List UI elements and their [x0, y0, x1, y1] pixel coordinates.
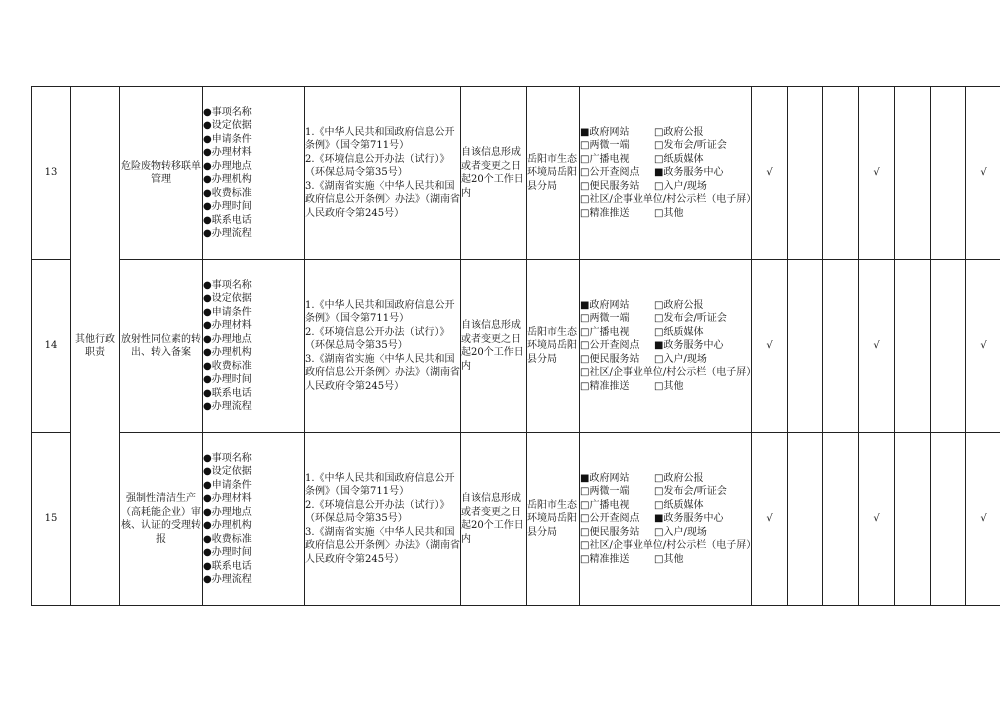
unchecked-box-icon: □: [654, 486, 664, 498]
channel-option: [654, 326, 744, 340]
disclosure-table: [31, 86, 1000, 606]
flag-cell: [931, 433, 966, 606]
basis-item: 3.《湖南省实施〈中华人民共和国政府信息公开条例〉办法》（湖南省人民政府令第245号）: [305, 180, 460, 219]
item-name: 强制性清洁生产（高耗能企业）审核、认证的受理转报: [120, 433, 203, 606]
content-item-label: 事项名称: [211, 106, 252, 118]
content-item-label: 办理时间: [211, 374, 252, 385]
channel-option: [580, 339, 654, 353]
unchecked-box-icon: □: [654, 207, 664, 219]
channel-cell: [580, 87, 757, 260]
flag-cell: [788, 433, 823, 606]
channel-option-label: 精准推送: [589, 207, 630, 219]
unchecked-box-icon: □: [580, 313, 590, 325]
bullet-icon: ●: [203, 533, 212, 545]
content-item: [203, 160, 304, 174]
row-number: 14: [32, 260, 71, 433]
channel-option-label: 纸质媒体: [663, 326, 704, 338]
bullet-icon: ●: [203, 306, 212, 318]
unchecked-box-icon: □: [654, 499, 664, 511]
channel-option-label: 入户/现场: [663, 353, 707, 365]
content-item-label: 办理材料: [211, 320, 252, 331]
bullet-icon: ●: [203, 547, 212, 558]
basis-cell: [305, 87, 461, 260]
basis-item: 2.《环境信息公开办法（试行）》（环保总局令第35号）: [305, 153, 450, 179]
unchecked-box-icon: □: [654, 472, 664, 484]
unchecked-box-icon: □: [580, 486, 590, 498]
unchecked-box-icon: □: [654, 526, 664, 538]
bullet-icon: ●: [203, 174, 212, 185]
content-item-label: 设定依据: [211, 293, 252, 304]
table-row: [32, 260, 1000, 433]
basis-cell: [305, 260, 461, 433]
content-item: [203, 373, 304, 387]
channel-option: [580, 166, 654, 180]
unchecked-box-icon: □: [654, 380, 664, 392]
content-item: [203, 560, 304, 574]
content-item-label: 联系电话: [211, 387, 252, 399]
channel-option-label: 广播电视: [589, 153, 630, 165]
channel-option: [580, 353, 654, 367]
channel-option: [654, 339, 744, 353]
bullet-icon: ●: [203, 466, 212, 477]
content-item: [203, 187, 304, 201]
channel-cell: [580, 260, 757, 433]
content-list: [203, 87, 305, 260]
content-item: [203, 387, 304, 401]
channel-option: [654, 472, 744, 486]
unchecked-box-icon: □: [580, 326, 590, 338]
bullet-icon: ●: [203, 133, 212, 145]
channel-list: [580, 299, 757, 394]
content-item-label: 办理时间: [211, 547, 252, 558]
channel-option-label: 其他: [663, 207, 684, 219]
channel-option-label: 两微一端: [589, 140, 630, 152]
content-list: [203, 260, 305, 433]
content-list: [203, 433, 305, 606]
content-item: [203, 546, 304, 560]
channel-option-label: 政府网站: [589, 126, 630, 138]
content-item: [203, 360, 304, 374]
channel-option: [580, 366, 757, 380]
channel-option-label: 政府网站: [589, 472, 630, 484]
channel-option-label: 公开查阅点: [589, 513, 640, 525]
channel-option: [580, 193, 757, 207]
checked-box-icon: ■: [580, 126, 590, 138]
unchecked-box-icon: □: [580, 367, 590, 379]
row-number: 13: [32, 87, 71, 260]
channel-option-label: 公开查阅点: [589, 340, 640, 352]
channel-option: [580, 539, 757, 553]
channel-option-label: 社区/企事业单位/村公示栏（电子屏）: [589, 540, 757, 552]
channel-option: [580, 499, 654, 513]
flag-cell: √: [966, 260, 1000, 433]
channel-option-label: 政务服务中心: [663, 513, 724, 525]
channel-option-label: 精准推送: [589, 553, 630, 565]
checked-box-icon: ■: [580, 299, 590, 311]
bullet-icon: ●: [203, 106, 212, 118]
bullet-icon: ●: [203, 574, 212, 585]
content-item: [203, 479, 304, 493]
content-item-label: 办理地点: [211, 506, 252, 518]
content-item-label: 办理材料: [211, 493, 252, 504]
content-item-label: 办理机构: [211, 520, 252, 531]
channel-option-label: 纸质媒体: [663, 153, 704, 165]
row-number: 15: [32, 433, 71, 606]
basis-item: 3.《湖南省实施〈中华人民共和国政府信息公开条例〉办法》（湖南省人民政府令第245号）: [305, 353, 460, 392]
content-item: [203, 492, 304, 506]
channel-option: [580, 139, 654, 153]
unchecked-box-icon: □: [654, 153, 664, 165]
channel-option: [580, 472, 654, 486]
basis-item: 2.《环境信息公开办法（试行）》（环保总局令第35号）: [305, 499, 450, 525]
channel-option: [580, 312, 654, 326]
channel-option: [654, 166, 744, 180]
unchecked-box-icon: □: [580, 340, 590, 352]
content-item-label: 收费标准: [211, 187, 252, 199]
time-limit: 自该信息形成或者变更之日起20个工作日内: [461, 260, 527, 433]
channel-option: [580, 512, 654, 526]
unchecked-box-icon: □: [654, 553, 664, 565]
item-name: 危险废物转移联单管理: [120, 87, 203, 260]
flag-cell: [931, 87, 966, 260]
content-item-label: 办理时间: [211, 201, 252, 212]
channel-option: [580, 180, 654, 194]
flag-cell: √: [752, 87, 788, 260]
responsible-subject: 岳阳市生态环境局岳阳县分局: [527, 260, 580, 433]
channel-option-label: 政府公报: [663, 299, 704, 311]
bullet-icon: ●: [203, 333, 212, 345]
basis-item: 2.《环境信息公开办法（试行）》（环保总局令第35号）: [305, 326, 450, 352]
checked-box-icon: ■: [580, 472, 590, 484]
channel-option-label: 政府网站: [589, 299, 630, 311]
content-item-label: 联系电话: [211, 214, 252, 226]
content-item: [203, 292, 304, 306]
bullet-icon: ●: [203, 506, 212, 518]
content-item: [203, 465, 304, 479]
channel-list: [580, 126, 757, 221]
channel-option-label: 政府公报: [663, 472, 704, 484]
bullet-icon: ●: [203, 279, 212, 291]
unchecked-box-icon: □: [580, 153, 590, 165]
channel-option-label: 其他: [663, 380, 684, 392]
time-limit: 自该信息形成或者变更之日起20个工作日内: [461, 87, 527, 260]
unchecked-box-icon: □: [654, 326, 664, 338]
unchecked-box-icon: □: [654, 313, 664, 325]
channel-option-label: 精准推送: [589, 380, 630, 392]
channel-option: [654, 512, 744, 526]
channel-option-label: 政府公报: [663, 126, 704, 138]
bullet-icon: ●: [203, 347, 212, 358]
content-item: [203, 319, 304, 333]
channel-option-label: 公开查阅点: [589, 167, 640, 179]
channel-option-label: 入户/现场: [663, 180, 707, 192]
content-item-label: 事项名称: [211, 452, 252, 464]
content-item-label: 办理流程: [211, 574, 252, 585]
content-item: [203, 146, 304, 160]
checked-box-icon: ■: [654, 167, 664, 179]
content-item: [203, 214, 304, 228]
responsible-subject: 岳阳市生态环境局岳阳县分局: [527, 87, 580, 260]
bullet-icon: ●: [203, 147, 212, 158]
checked-box-icon: ■: [654, 340, 664, 352]
bullet-icon: ●: [203, 560, 212, 572]
bullet-icon: ●: [203, 387, 212, 399]
channel-option-label: 政务服务中心: [663, 167, 724, 179]
channel-option-label: 发布会/听证会: [663, 313, 727, 325]
channel-option: [580, 553, 654, 567]
flag-cell: [895, 433, 931, 606]
checked-box-icon: ■: [654, 513, 664, 525]
bullet-icon: ●: [203, 293, 212, 304]
bullet-icon: ●: [203, 493, 212, 504]
channel-option-label: 便民服务站: [589, 180, 640, 192]
channel-list: [580, 472, 757, 567]
content-item-label: 申请条件: [211, 306, 252, 318]
content-item-label: 设定依据: [211, 466, 252, 477]
bullet-icon: ●: [203, 228, 212, 239]
channel-option: [654, 526, 744, 540]
flag-cell: [788, 87, 823, 260]
table-row: [32, 433, 1000, 606]
bullet-icon: ●: [203, 187, 212, 199]
bullet-icon: ●: [203, 214, 212, 226]
channel-option: [654, 207, 744, 221]
item-name: 放射性同位素的转出、转入备案: [120, 260, 203, 433]
bullet-icon: ●: [203, 120, 212, 131]
content-item-label: 申请条件: [211, 479, 252, 491]
content-item: [203, 346, 304, 360]
content-item: [203, 173, 304, 187]
content-item-label: 办理机构: [211, 174, 252, 185]
channel-option: [580, 485, 654, 499]
unchecked-box-icon: □: [580, 513, 590, 525]
channel-option-label: 便民服务站: [589, 526, 640, 538]
channel-option: [654, 312, 744, 326]
flag-cell: [823, 260, 859, 433]
channel-option: [654, 153, 744, 167]
channel-option-label: 便民服务站: [589, 353, 640, 365]
content-item-label: 联系电话: [211, 560, 252, 572]
unchecked-box-icon: □: [580, 167, 590, 179]
unchecked-box-icon: □: [580, 207, 590, 219]
time-limit: 自该信息形成或者变更之日起20个工作日内: [461, 433, 527, 606]
bullet-icon: ●: [203, 360, 212, 372]
content-item: [203, 519, 304, 533]
content-item: [203, 106, 304, 120]
bullet-icon: ●: [203, 320, 212, 331]
unchecked-box-icon: □: [654, 299, 664, 311]
basis-item: 3.《湖南省实施〈中华人民共和国政府信息公开条例〉办法》（湖南省人民政府令第245号）: [305, 526, 460, 565]
content-item-label: 事项名称: [211, 279, 252, 291]
channel-option: [580, 299, 654, 313]
basis-item: 1.《中华人民共和国政府信息公开条例》（国令第711号）: [305, 126, 455, 152]
content-item-label: 办理地点: [211, 333, 252, 345]
channel-option: [654, 499, 744, 513]
unchecked-box-icon: □: [654, 180, 664, 192]
channel-option: [654, 485, 744, 499]
flag-cell: √: [859, 260, 895, 433]
bullet-icon: ●: [203, 452, 212, 464]
channel-option: [654, 139, 744, 153]
content-item-label: 办理材料: [211, 147, 252, 158]
responsible-subject: 岳阳市生态环境局岳阳县分局: [527, 433, 580, 606]
channel-option: [580, 526, 654, 540]
unchecked-box-icon: □: [580, 140, 590, 152]
channel-option-label: 入户/现场: [663, 526, 707, 538]
flag-cell: √: [966, 87, 1000, 260]
channel-option: [580, 126, 654, 140]
category-cell: 其他行政职责: [71, 87, 120, 606]
content-item-label: 收费标准: [211, 533, 252, 545]
channel-option: [654, 353, 744, 367]
channel-option-label: 发布会/听证会: [663, 140, 727, 152]
channel-option: [580, 207, 654, 221]
flag-cell: √: [966, 433, 1000, 606]
unchecked-box-icon: □: [654, 126, 664, 138]
channel-option-label: 广播电视: [589, 499, 630, 511]
unchecked-box-icon: □: [654, 353, 664, 365]
flag-cell: [895, 87, 931, 260]
unchecked-box-icon: □: [580, 540, 590, 552]
channel-cell: [580, 433, 757, 606]
unchecked-box-icon: □: [580, 553, 590, 565]
flag-cell: [788, 260, 823, 433]
unchecked-box-icon: □: [580, 180, 590, 192]
flag-cell: √: [859, 87, 895, 260]
flag-cell: √: [752, 260, 788, 433]
unchecked-box-icon: □: [580, 194, 590, 206]
content-item-label: 办理地点: [211, 160, 252, 172]
basis-cell: [305, 433, 461, 606]
content-item-label: 办理流程: [211, 401, 252, 412]
content-item: [203, 133, 304, 147]
unchecked-box-icon: □: [580, 380, 590, 392]
channel-option-label: 广播电视: [589, 326, 630, 338]
channel-option: [654, 553, 744, 567]
basis-item: 1.《中华人民共和国政府信息公开条例》（国令第711号）: [305, 472, 455, 498]
bullet-icon: ●: [203, 160, 212, 172]
flag-cell: √: [752, 433, 788, 606]
channel-option: [654, 180, 744, 194]
table-row: [32, 87, 1000, 260]
content-item-label: 办理流程: [211, 228, 252, 239]
bullet-icon: ●: [203, 479, 212, 491]
channel-option-label: 两微一端: [589, 313, 630, 325]
bullet-icon: ●: [203, 520, 212, 531]
content-item: [203, 119, 304, 133]
content-item: [203, 306, 304, 320]
channel-option-label: 社区/企事业单位/村公示栏（电子屏）: [589, 194, 757, 206]
content-item: [203, 400, 304, 414]
unchecked-box-icon: □: [580, 499, 590, 511]
channel-option: [654, 126, 744, 140]
flag-cell: [895, 260, 931, 433]
bullet-icon: ●: [203, 401, 212, 412]
channel-option-label: 纸质媒体: [663, 499, 704, 511]
channel-option: [580, 380, 654, 394]
content-item: [203, 333, 304, 347]
content-item-label: 设定依据: [211, 120, 252, 131]
content-item-label: 收费标准: [211, 360, 252, 372]
basis-item: 1.《中华人民共和国政府信息公开条例》（国令第711号）: [305, 299, 455, 325]
content-item: [203, 200, 304, 214]
unchecked-box-icon: □: [654, 140, 664, 152]
channel-option-label: 政务服务中心: [663, 340, 724, 352]
channel-option-label: 其他: [663, 553, 684, 565]
flag-cell: [931, 260, 966, 433]
flag-cell: [823, 433, 859, 606]
content-item: [203, 227, 304, 241]
channel-option: [654, 299, 744, 313]
content-item: [203, 279, 304, 293]
channel-option-label: 社区/企事业单位/村公示栏（电子屏）: [589, 367, 757, 379]
content-item: [203, 573, 304, 587]
unchecked-box-icon: □: [580, 526, 590, 538]
bullet-icon: ●: [203, 374, 212, 385]
channel-option: [654, 380, 744, 394]
flag-cell: [823, 87, 859, 260]
content-item-label: 办理机构: [211, 347, 252, 358]
unchecked-box-icon: □: [580, 353, 590, 365]
channel-option-label: 发布会/听证会: [663, 486, 727, 498]
flag-cell: √: [859, 433, 895, 606]
channel-option-label: 两微一端: [589, 486, 630, 498]
channel-option: [580, 153, 654, 167]
content-item: [203, 452, 304, 466]
content-item: [203, 533, 304, 547]
channel-option: [580, 326, 654, 340]
bullet-icon: ●: [203, 201, 212, 212]
content-item-label: 申请条件: [211, 133, 252, 145]
content-item: [203, 506, 304, 520]
